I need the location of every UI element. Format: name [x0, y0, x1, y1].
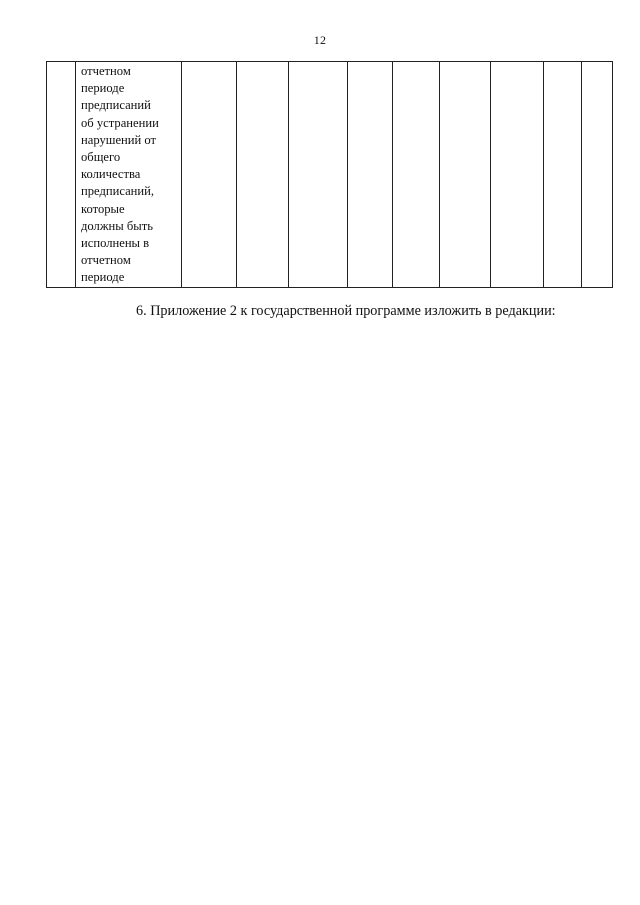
indicator-name-line: предписаний, [81, 184, 155, 199]
table-cell-empty [348, 62, 393, 288]
table-cell-empty [544, 62, 582, 288]
table-cell-empty [582, 62, 613, 288]
indicator-name-line: отчетном [81, 253, 131, 268]
indicator-name-line: нарушений от [81, 132, 157, 147]
table-cell-empty [440, 62, 491, 288]
indicator-name-line: предписаний [81, 98, 151, 113]
indicator-name-line: отчетном [81, 64, 131, 78]
indicator-name-line: периоде [81, 270, 125, 285]
amendment-paragraph: 6. Приложение 2 к государственной программе изложить в редакции: [136, 303, 556, 319]
indicator-name-line: исполнены в [81, 236, 150, 251]
table-cell-number [47, 62, 76, 288]
table-cell-empty [491, 62, 544, 288]
indicator-name-line: которые [81, 201, 125, 216]
indicator-table [46, 61, 613, 288]
indicator-name-line: общего [81, 150, 121, 165]
table-cell-empty [289, 62, 348, 288]
table-cell-empty [182, 62, 237, 288]
table-row [47, 62, 613, 288]
indicator-name-line: периоде [81, 81, 125, 96]
table-cell-empty [393, 62, 440, 288]
indicator-name-line: должны быть [81, 218, 153, 233]
page-number: 12 [313, 33, 327, 47]
table-cell-empty [237, 62, 289, 288]
indicator-name-line: количества [81, 167, 141, 182]
indicator-name-text [76, 62, 181, 287]
table-cell-indicator-name [76, 62, 182, 288]
indicator-name-line: об устранении [81, 115, 159, 130]
